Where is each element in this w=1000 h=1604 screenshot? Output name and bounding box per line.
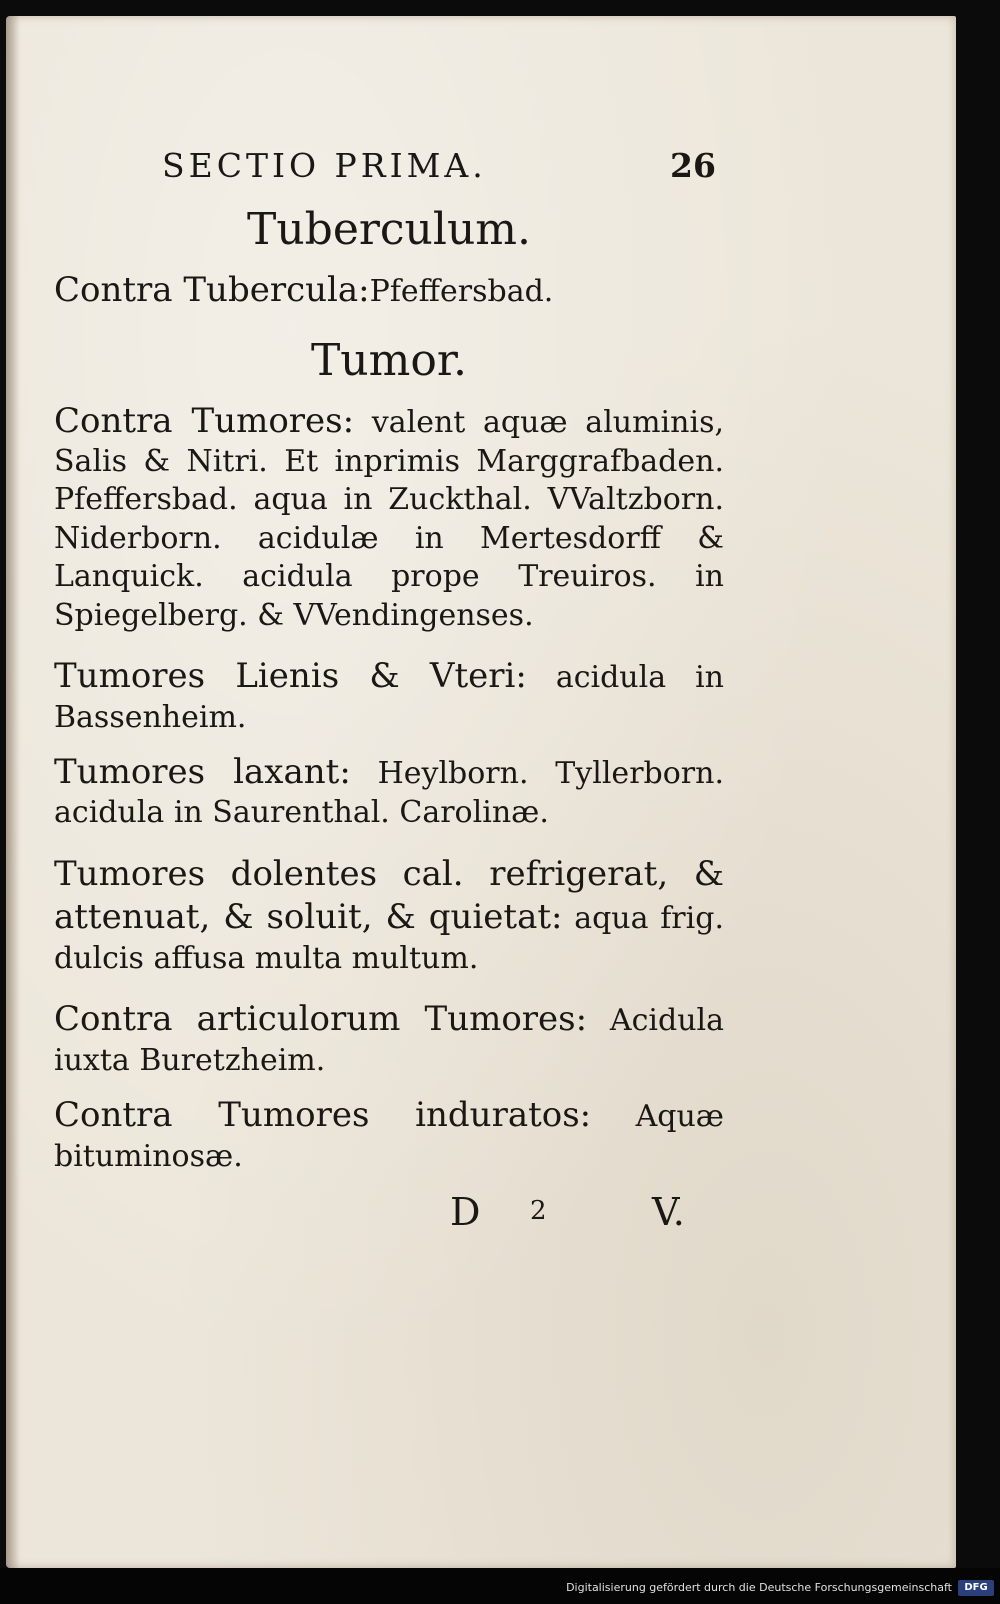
entry-tumores-lienis	[54, 655, 724, 737]
entry-lead: Tumores Lienis & Vteri:	[54, 655, 527, 696]
entry-lead: Contra articulorum Tumores:	[54, 999, 588, 1040]
page-text-block	[54, 146, 724, 1240]
book-page	[6, 16, 956, 1568]
footer-credit: Digitalisierung gefördert durch die Deutsche Forschungsgemeinschaft	[566, 1581, 952, 1594]
section-heading-tumor: Tumor.	[310, 334, 468, 386]
entry-text: Acidula iuxta Buretzheim.	[54, 1003, 724, 1078]
entry-lead: Contra Tumores induratos:	[54, 1095, 592, 1136]
entry-tumores-dolentes	[54, 853, 724, 978]
catchword: V.	[652, 1190, 685, 1235]
signature-letter: D	[450, 1190, 481, 1235]
entry-text: aqua frig. dulcis affusa multa multum.	[54, 901, 724, 976]
entry-text: Aquæ bituminosæ.	[54, 1099, 724, 1174]
signature-number: 2	[530, 1196, 547, 1227]
running-title: SECTIO PRIMA.	[162, 146, 487, 185]
footer-bar	[0, 1568, 1000, 1604]
entry-articulorum-tumores	[54, 998, 724, 1080]
page-gutter-shadow	[6, 16, 20, 1568]
entry-lead: Tumores dolentes cal. refrigerat, & attenuat, & soluit, & quietat:	[54, 853, 724, 938]
entry-tumores-induratos	[54, 1094, 724, 1176]
entry-tumores-laxant	[54, 751, 724, 833]
dfg-logo-icon: DFG	[958, 1580, 994, 1596]
signature-line	[54, 1190, 724, 1240]
entry-lead: Tumores laxant:	[54, 751, 351, 792]
entry-contra-tumores	[54, 400, 724, 635]
entry-lead: Contra Tumores:	[54, 400, 355, 441]
section-heading-tuberculum: Tuberculum.	[246, 204, 532, 255]
entry-text: Pfeffersbad.	[369, 274, 554, 309]
entry-text: valent aquæ aluminis, Salis & Nitri. Et inprimis Marggrafbaden. Pfeffersbad. aqua in Zuckthal. VValtzborn. Niderborn. acidulæ in Mertesdorff & Lanquick. acidula prope Treuiros. in Spiegelberg. & VVendingenses.	[54, 404, 724, 633]
page-number: 26	[670, 146, 716, 185]
entry-text: Heylborn. Tyllerborn. acidula in Saurenthal. Carolinæ.	[54, 755, 724, 831]
entry-lead: Contra Tubercula:	[54, 270, 370, 310]
entry-text: acidula in Bassenheim.	[54, 659, 724, 735]
running-head	[54, 146, 724, 196]
entry-tubercula	[54, 269, 724, 313]
